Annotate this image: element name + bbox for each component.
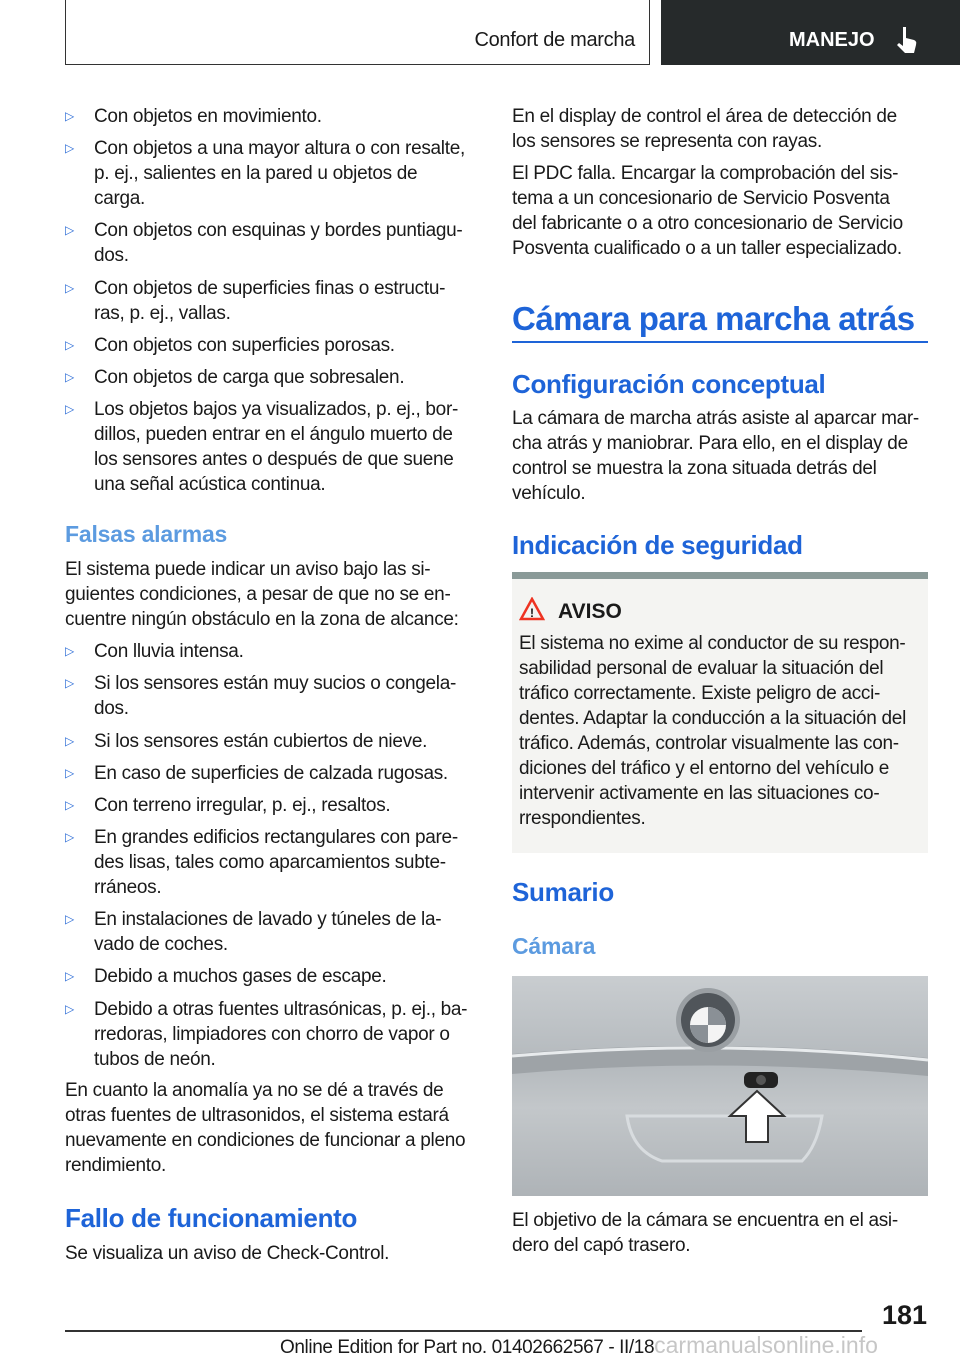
- list-item: [65, 825, 485, 900]
- list-item-text: Debido a muchos gases de escape.: [94, 966, 387, 987]
- list-item-text: Con lluvia intensa.: [94, 641, 244, 662]
- list-item: [65, 276, 485, 326]
- bullet-icon: ▷: [65, 734, 75, 748]
- list-item-text: Con objetos con superficies porosas.: [94, 335, 395, 356]
- watermark: carmanualsonline.info: [654, 1332, 878, 1358]
- camera-caption: El objetivo de la cámara se encuentra en el asi- dero del capó trasero.: [512, 1210, 898, 1256]
- malfunction-heading: Fallo de funcionamiento: [65, 1203, 358, 1233]
- false-alarms-heading: Falsas alarmas: [65, 521, 228, 547]
- bullet-icon: ▷: [65, 644, 75, 658]
- warning-triangle-icon: [519, 597, 545, 621]
- list-item-text: Con objetos en movimiento.: [94, 106, 322, 127]
- list-item-text: Con terreno irregular, p. ej., resaltos.: [94, 795, 391, 816]
- list-item-text: En instalaciones de lavado y túneles de la- vado de coches.: [94, 909, 442, 955]
- title-underline: [512, 341, 928, 343]
- list-item: [65, 964, 485, 989]
- list-item: [65, 218, 485, 268]
- bullet-icon: ▷: [65, 223, 75, 237]
- list-item: [65, 997, 485, 1072]
- camera-heading: Cámara: [512, 933, 596, 959]
- bullet-icon: ▷: [65, 109, 75, 123]
- bullet-icon: ▷: [65, 141, 75, 155]
- section-title: Confort de marcha: [474, 29, 635, 51]
- chapter-tab[interactable]: [661, 0, 960, 65]
- bullet-icon: ▷: [65, 798, 75, 812]
- concept-heading: Configuración conceptual: [512, 369, 826, 399]
- bullet-icon: ▷: [65, 676, 75, 690]
- safety-heading: Indicación de seguridad: [512, 530, 803, 560]
- list-item: [65, 639, 485, 664]
- chapter-label: MANEJO: [789, 29, 875, 51]
- camera-image: [512, 976, 928, 1196]
- svg-text:!: !: [530, 606, 534, 620]
- list-item-text: En caso de superficies de calzada rugosas.: [94, 763, 448, 784]
- list-item: [65, 136, 485, 211]
- pdc-failure-text: El PDC falla. Encargar la comprobación del sis- tema a un concesionario de Servicio Posventa del fabricante o a otro concesionario de Servicio Posventa cualificado o a un taller especializado.: [512, 163, 903, 259]
- bullet-icon: ▷: [65, 830, 75, 844]
- list-item: [65, 793, 485, 818]
- list-item: [65, 397, 485, 497]
- false-alarms-outro: En cuanto la anomalía ya no se dé a través de otras fuentes de ultrasonidos, el sistema estará nuevamente en condiciones de funcionar a pleno rendimiento.: [65, 1080, 466, 1176]
- list-item: [65, 671, 485, 721]
- list-item: [65, 333, 485, 358]
- list-item-text: Si los sensores están muy sucios o congela- dos.: [94, 673, 457, 719]
- bullet-icon: ▷: [65, 912, 75, 926]
- hand-pointer-icon: [895, 25, 919, 55]
- bullet-icon: ▷: [65, 1002, 75, 1016]
- bullet-icon: ▷: [65, 766, 75, 780]
- list-item: [65, 907, 485, 957]
- bullet-icon: ▷: [65, 338, 75, 352]
- footer: [280, 1332, 878, 1359]
- list-item-text: En grandes edificios rectangulares con pare- des lisas, tales como aparcamientos subte- rráneos.: [94, 827, 458, 898]
- page-number: 181: [881, 1300, 927, 1330]
- list-item: [65, 761, 485, 786]
- concept-text: La cámara de marcha atrás asiste al aparcar mar- cha atrás y maniobrar. Para ello, en el display de control se muestra la zona situada detrás del vehículo.: [512, 408, 919, 504]
- warning-label: AVISO: [558, 600, 622, 623]
- warning-text: El sistema no exime al conductor de su respon- sabilidad personal de evaluar la situación del tráfico correctamente. Existe peligro de acci- dentes. Adaptar la conducción a la situación del tráfico. Además, controlar visualmente las con- diciones del tráfico y el entorno del vehículo e intervenir activamente en las situaciones co- rrespondientes.: [519, 633, 906, 829]
- bullet-icon: ▷: [65, 281, 75, 295]
- list-item-text: Los objetos bajos ya visualizados, p. ej., bor- dillos, pueden entrar en el ángulo muerto de los sensores antes o después de que suene una señal acústica continua.: [94, 399, 458, 495]
- bullet-icon: ▷: [65, 402, 75, 416]
- bullet-icon: ▷: [65, 370, 75, 384]
- malfunction-text: Se visualiza un aviso de Check-Control.: [65, 1243, 390, 1264]
- edition-text: Online Edition for Part no. 01402662567 - II/18: [280, 1337, 655, 1358]
- false-alarms-intro: El sistema puede indicar un aviso bajo las si- guientes condiciones, a pesar de que no se en- cuentre ningún obstáculo en la zona de alcance:: [65, 559, 459, 630]
- page-title: Cámara para marcha atrás: [512, 300, 915, 337]
- warning-box: [512, 572, 928, 853]
- overview-heading: Sumario: [512, 877, 614, 907]
- detection-text: En el display de control el área de detección de los sensores se representa con rayas.: [512, 106, 897, 152]
- list-item-text: Con objetos de superficies finas o estructu- ras, p. ej., vallas.: [94, 278, 446, 324]
- bullet-icon: ▷: [65, 969, 75, 983]
- list-item: [65, 365, 485, 390]
- list-item-text: Si los sensores están cubiertos de nieve.: [94, 731, 428, 752]
- list-item: [65, 104, 485, 129]
- list-item-text: Con objetos de carga que sobresalen.: [94, 367, 405, 388]
- list-item-text: Con objetos a una mayor altura o con resalte, p. ej., salientes en la pared u objetos de carga.: [94, 138, 465, 209]
- list-item-text: Con objetos con esquinas y bordes puntiagu- dos.: [94, 220, 463, 266]
- list-item-text: Debido a otras fuentes ultrasónicas, p. ej., ba- rredoras, limpiadores con chorro de vapor o tubos de neón.: [94, 999, 468, 1070]
- list-item: [65, 729, 485, 754]
